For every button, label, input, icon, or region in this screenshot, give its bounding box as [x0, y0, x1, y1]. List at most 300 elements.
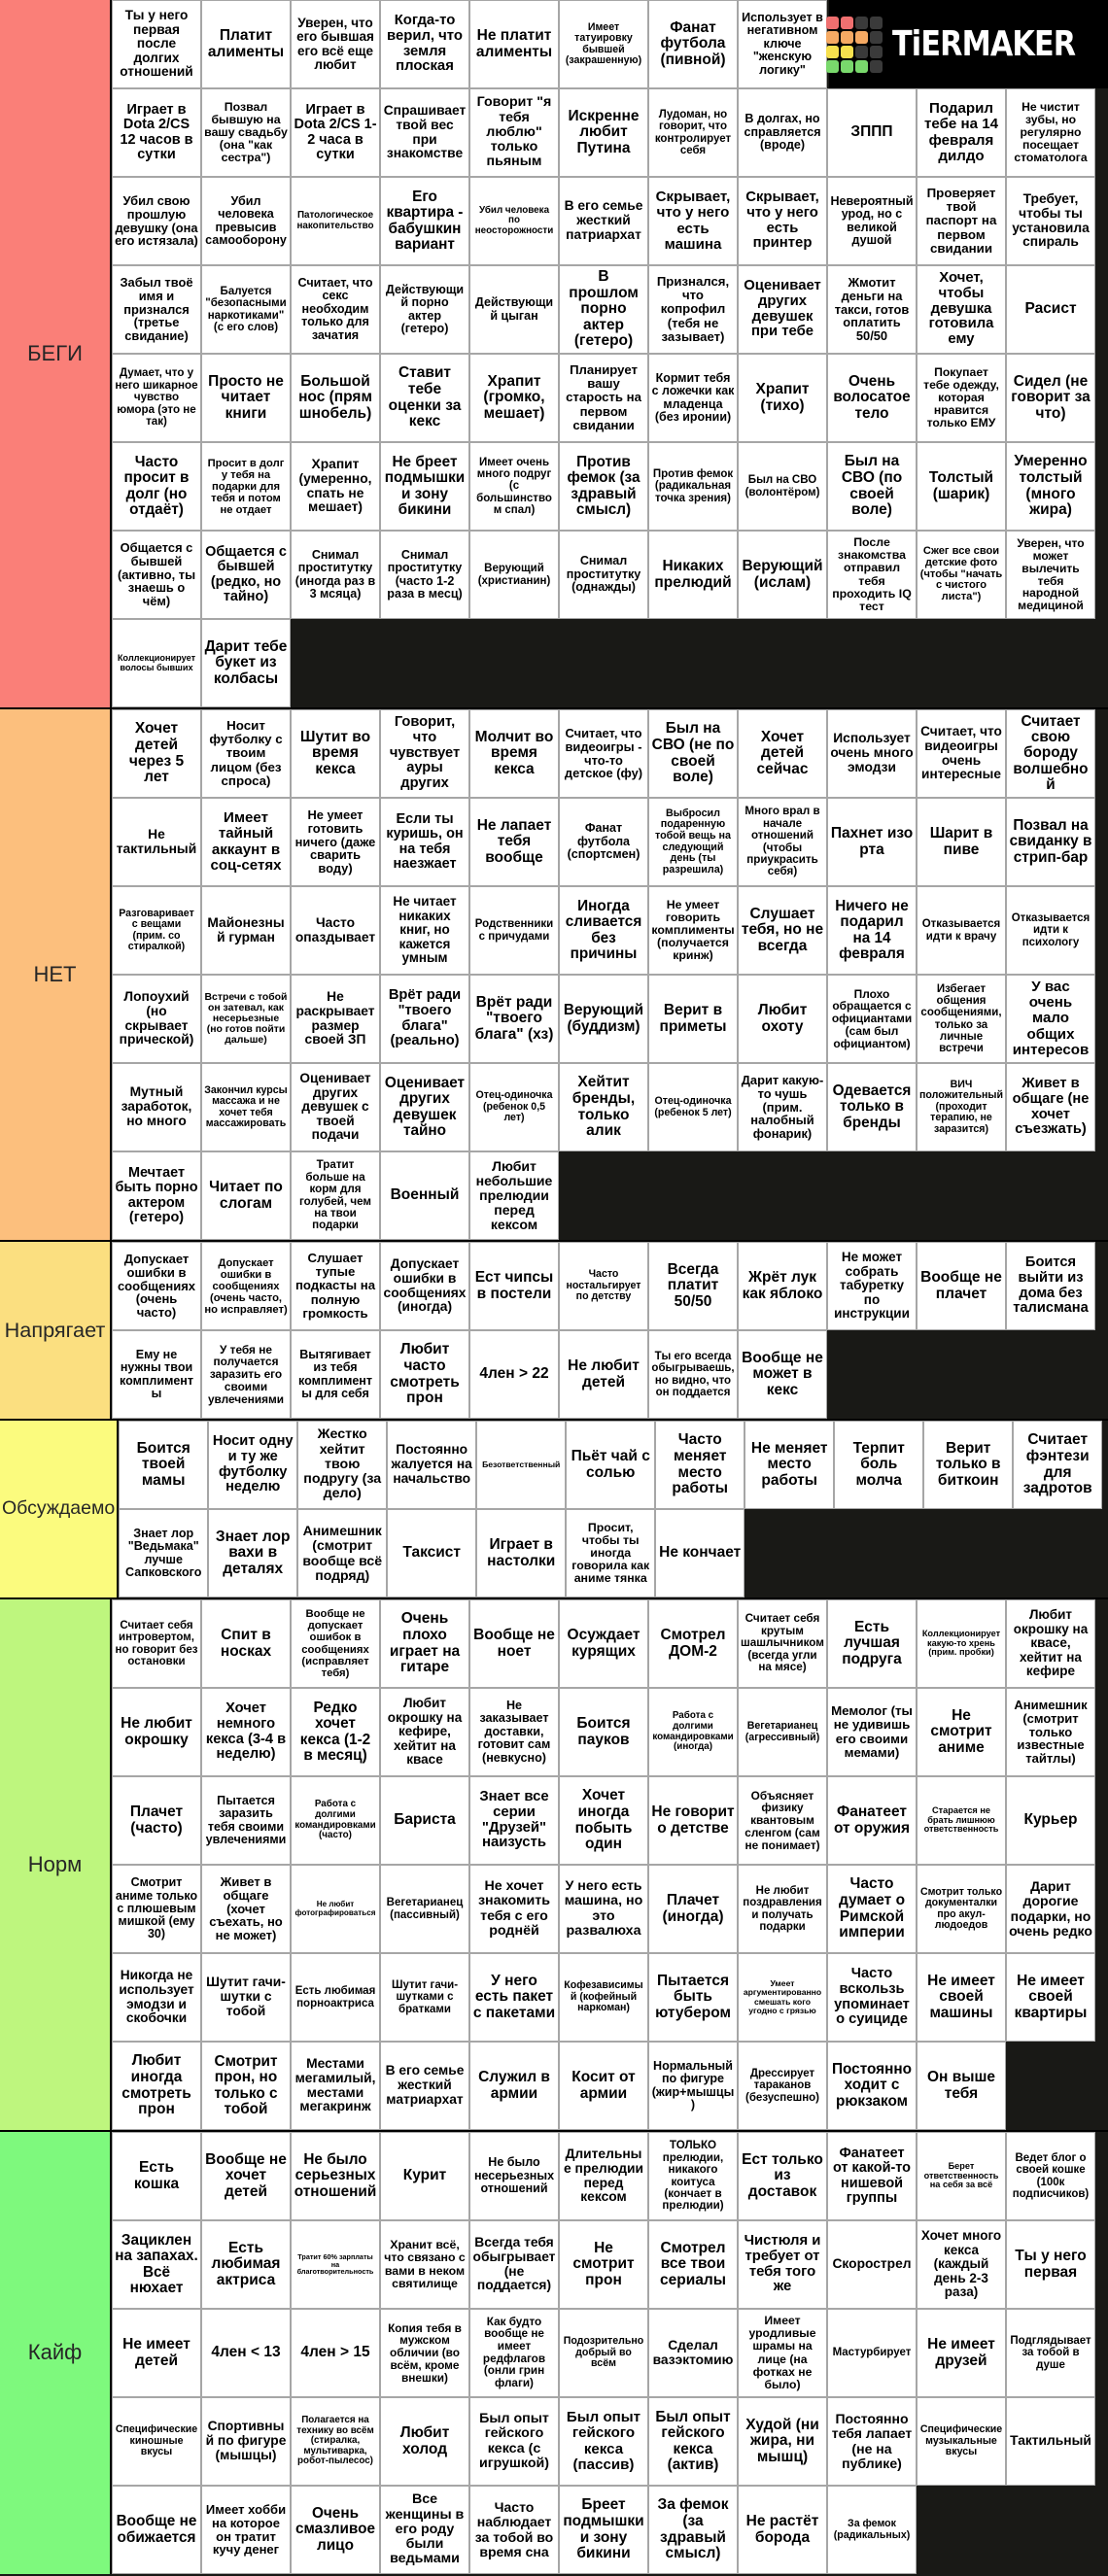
tier-cell[interactable]: Лопоухий (но скрывает прической) — [112, 975, 201, 1063]
tier-cell[interactable]: Зациклен на запахах. Всё нюхает — [112, 2220, 201, 2309]
tier-cell[interactable]: 4лен < 13 — [201, 2309, 291, 2397]
tier-cell[interactable]: Хочет много кекса (каждый день 2-3 раза) — [917, 2220, 1006, 2309]
tier-cell[interactable]: Работа с долгими командировками (часто) — [291, 1776, 380, 1865]
tier-cell[interactable]: Если ты куришь, он на тебя наезжает — [380, 798, 469, 886]
tier-cell[interactable]: Любит часто смотреть прон — [380, 1330, 469, 1419]
tier-cell[interactable]: Не любит поздравления и получать подарки — [738, 1865, 827, 1953]
tier-cell[interactable]: Допускает ошибки в сообщениях (иногда) — [380, 1242, 469, 1330]
tier-cell[interactable]: Допускает ошибки в сообщениях (очень часто) — [112, 1242, 201, 1330]
tier-cell[interactable]: Оценивает других девушек тайно — [380, 1063, 469, 1151]
tier-cell[interactable]: Сидел (не говорит за что) — [1006, 354, 1095, 442]
tier-cell[interactable]: Плохо обращается с официантами (сам был официантом) — [827, 975, 917, 1063]
tier-cell[interactable]: Уверен, что может вылечить тебя народной медициной — [1006, 531, 1095, 619]
tier-cell[interactable]: Не раскрывает размер своей ЗП — [291, 975, 380, 1063]
tier-cell[interactable]: Вегетарианец (пассивный) — [380, 1865, 469, 1953]
tier-cell[interactable]: Ты его всегда обыгрываешь, но видно, что он поддается — [648, 1330, 738, 1419]
tier-cell[interactable]: Считает, что видеоигры очень интересные — [917, 709, 1006, 798]
tier-cell[interactable]: Есть любимая порноактриса — [291, 1953, 380, 2042]
tier-cell[interactable]: Фанатеет от какой-то нишевой группы — [827, 2132, 917, 2220]
tier-cell[interactable]: Часто ностальгирует по детству — [559, 1242, 648, 1330]
tier-cell[interactable]: Бреет подмышки и зону бикини — [559, 2486, 648, 2574]
tier-cell[interactable]: Избегает общения сообщениями, только за личные встречи — [917, 975, 1006, 1063]
tier-cell[interactable]: У него есть машина, но это развалюха — [559, 1865, 648, 1953]
tier-label-obsuzhdaemo: Обсуждаемо — [0, 1421, 119, 1597]
tier-cell[interactable]: Платит алименты — [201, 0, 291, 88]
tier-cell[interactable]: Любит окрошку на кефире, хейтит на квасе — [380, 1688, 469, 1776]
tier-cell[interactable]: Умеет аргументированно смешать кого угодно с грязью — [738, 1953, 827, 2042]
tier-cell[interactable]: Работа с долгими командировками (иногда) — [648, 1688, 738, 1776]
tier-cell[interactable]: Дарит дорогие подарки, но очень редко — [1006, 1865, 1095, 1953]
tier-cell[interactable]: Любит иногда смотреть прон — [112, 2042, 201, 2130]
tier-cell[interactable]: Не умеет готовить ничего (даже сварить воду) — [291, 798, 380, 886]
tier-cell[interactable]: Пахнет изо рта — [827, 798, 917, 886]
tier-cell[interactable]: Всегда тебя обыгрывает (не поддается) — [469, 2220, 559, 2309]
tier-cell[interactable]: За фемок (радикальных) — [827, 2486, 917, 2574]
tier-cell[interactable]: Не было несерьезных отношений — [469, 2132, 559, 2220]
cell-line — [112, 1063, 1108, 1151]
tier-cell[interactable]: В прошлом порно актер (гетеро) — [559, 265, 648, 354]
tier-cell[interactable]: Шарит в пиве — [917, 798, 1006, 886]
tier-cell[interactable]: Он выше тебя — [917, 2042, 1006, 2130]
tier-cell[interactable]: У вас очень мало общих интересов — [1006, 975, 1095, 1063]
tier-cell[interactable]: Не кончает — [655, 1509, 744, 1597]
tier-cell[interactable]: Подглядывает за тобой в душе — [1006, 2309, 1095, 2397]
tier-cell[interactable]: Не любит детей — [559, 1330, 648, 1419]
tier-cell[interactable]: Считает фэнтези для задротов — [1013, 1421, 1102, 1509]
tier-cell[interactable]: Был опыт гейского кекса (пассив) — [559, 2397, 648, 2486]
tier-cell[interactable]: Считает, что секс необходим только для зачатия — [291, 265, 380, 354]
tier-cell[interactable]: Дарит какую-то чушь (прим. налобный фонарик) — [738, 1063, 827, 1151]
tier-cell[interactable]: Использует очень много эмодзи — [827, 709, 917, 798]
tier-cell[interactable]: Отказывается идти к врачу — [917, 886, 1006, 975]
tier-cell[interactable]: Оценивает других девушек с твоей подачи — [291, 1063, 380, 1151]
tier-cell[interactable]: Хочет, чтобы девушка готовила ему — [917, 265, 1006, 354]
tier-cell[interactable]: Убил свою прошлую девушку (она его истязала) — [112, 177, 201, 265]
tier-cell[interactable]: Расист — [1006, 265, 1095, 354]
tier-cell[interactable]: У него есть пакет с пакетами — [469, 1953, 559, 2042]
tier-cell[interactable]: Хранит всё, что связано с вами в неком святилище — [380, 2220, 469, 2309]
tier-cell[interactable]: Кофезависимый (кофейный наркоман) — [559, 1953, 648, 2042]
tier-cell[interactable]: Не чистит зубы, но регулярно посещает стоматолога — [1006, 88, 1095, 177]
tier-cell[interactable]: Специфические киношные вкусы — [112, 2397, 201, 2486]
tier-cell[interactable]: Местами мегамилый, местами мегакринж — [291, 2042, 380, 2130]
tier-cell[interactable]: Действующий цыган — [469, 265, 559, 354]
tier-cell[interactable]: Не любит окрошку — [112, 1688, 201, 1776]
tier-cell[interactable]: ВИЧ положительный (проходит терапию, не заразится) — [917, 1063, 1006, 1151]
tier-cell[interactable]: Ему не нужны твои комплименты — [112, 1330, 201, 1419]
tier-row-obsuzhdaemo — [0, 1421, 1108, 1599]
tier-cell[interactable]: Скрывает, что у него есть принтер — [738, 177, 827, 265]
tier-cell[interactable]: Убил человека по неосторожности — [469, 177, 559, 265]
tier-cell[interactable]: Очень волосатое тело — [827, 354, 917, 442]
tier-cell[interactable]: Ведет блог о своей кошке (100к подписчиков) — [1006, 2132, 1095, 2220]
tier-cell[interactable]: Объясняет физику квантовым сленгом (сам не понимает) — [738, 1776, 827, 1865]
tier-cell[interactable]: Проверяет твой паспорт на первом свидании — [917, 177, 1006, 265]
tier-cell[interactable]: Патологическое накопительство — [291, 177, 380, 265]
tier-cell[interactable]: Любит охоту — [738, 975, 827, 1063]
tier-cell[interactable]: Не было серьезных отношений — [291, 2132, 380, 2220]
tier-cell[interactable]: Мастурбирует — [827, 2309, 917, 2397]
tier-cell[interactable]: Храпит (тихо) — [738, 354, 827, 442]
tier-row-kaif — [0, 2132, 1108, 2574]
tier-cell[interactable]: Мемолог (ты не удивишь его своими мемами) — [827, 1688, 917, 1776]
tier-cell[interactable]: Плачет (иногда) — [648, 1865, 738, 1953]
cell-line — [112, 442, 1108, 531]
tier-cell[interactable]: В его семье жесткий патриархат — [559, 177, 648, 265]
tier-cell[interactable]: Тактильный — [1006, 2397, 1095, 2486]
tier-cell[interactable]: Берет ответственность на себя за всё — [917, 2132, 1006, 2220]
tier-cell[interactable]: Имеет уродливые шрамы на лице (на фотках не было) — [738, 2309, 827, 2397]
tier-cell[interactable]: Худой (ни жира, ни мышц) — [738, 2397, 827, 2486]
tier-cell[interactable]: Знает лор "Ведьмака" лучше Сапковского — [119, 1509, 208, 1597]
tier-cell[interactable]: Вообще не может в кекс — [738, 1330, 827, 1419]
tier-cell[interactable]: Играет в Dota 2/CS 12 часов в сутки — [112, 88, 201, 177]
tier-cell[interactable]: Жрёт лук как яблоко — [738, 1242, 827, 1330]
tier-cell[interactable]: Смотрел ДОМ-2 — [648, 1599, 738, 1688]
tier-cell[interactable]: Родственники с причудами — [469, 886, 559, 975]
tier-cell[interactable]: Не растёт борода — [738, 2486, 827, 2574]
tier-cell[interactable]: Военный — [380, 1151, 469, 1240]
tier-cell[interactable]: Общается с бывшей (активно, ты знаешь о чём) — [112, 531, 201, 619]
tier-cell[interactable]: Любит небольшие прелюдии перед кексом — [469, 1151, 559, 1240]
tier-cell[interactable]: Хейтит бренды, только алик — [559, 1063, 648, 1151]
tier-cell[interactable]: Толстый (шарик) — [917, 442, 1006, 531]
tier-cell[interactable]: Дрессирует тараканов (безуспешно) — [738, 2042, 827, 2130]
tier-cell[interactable]: Не любит фотографироваться — [291, 1865, 380, 1953]
tier-cell[interactable]: Слушает тупые подкасты на полную громкость — [291, 1242, 380, 1330]
tier-cell[interactable]: Пытается заразить тебя своими увлечениями — [201, 1776, 291, 1865]
tier-cell[interactable]: Все женщины в его роду были ведьмами — [380, 2486, 469, 2574]
tier-cell[interactable]: Просит, чтобы ты иногда говорила как аниме тянка — [566, 1509, 655, 1597]
tier-cell[interactable]: Курьер — [1006, 1776, 1095, 1865]
tier-cell[interactable]: Лудоман, но говорит, что контролирует себя — [648, 88, 738, 177]
tier-cell[interactable]: Чистюля и требует от тебя того же — [738, 2220, 827, 2309]
tier-cell[interactable]: Уверен, что его бывшая его всё еще любит — [291, 0, 380, 88]
tier-cell[interactable]: Был на СВО (волонтёром) — [738, 442, 827, 531]
tier-cell[interactable]: Пытается быть ютубером — [648, 1953, 738, 2042]
tier-cell[interactable]: Против фемок (радикальная точка зрения) — [648, 442, 738, 531]
tier-cell[interactable]: Верующий (христианин) — [469, 531, 559, 619]
tier-cell[interactable]: В долгах, но справляется (вроде) — [738, 88, 827, 177]
tier-cell[interactable]: Храпит (умеренно, спать не мешает) — [291, 442, 380, 531]
tier-cell[interactable]: Скрывает, что у него есть машина — [648, 177, 738, 265]
tier-cell[interactable]: Покупает тебе одежду, которая нравится только ЕМУ — [917, 354, 1006, 442]
tier-cell[interactable]: Спрашивает твой вес при знакомстве — [380, 88, 469, 177]
tier-cell[interactable]: Боится твоей мамы — [119, 1421, 208, 1509]
tier-cell[interactable]: У тебя не получается заразить его своими увлечениями — [201, 1330, 291, 1419]
tier-cell[interactable]: Не имеет своей квартиры — [1006, 1953, 1095, 2042]
tier-cell[interactable]: Смотрит аниме только с плюшевым мишкой (ему 30) — [112, 1865, 201, 1953]
tier-cell[interactable]: Ставит тебе оценки за кекс — [380, 354, 469, 442]
tier-cell[interactable]: Был опыт гейского кекса (актив) — [648, 2397, 738, 2486]
tier-cell[interactable]: Часто вскользь упоминает о суициде — [827, 1953, 917, 2042]
tier-cell[interactable]: Спит в носках — [201, 1599, 291, 1688]
tier-cell[interactable]: Не читает никаких книг, но кажется умным — [380, 886, 469, 975]
tier-cell[interactable]: Снимал проститутку (часто 1-2 раза в месц) — [380, 531, 469, 619]
tier-cell[interactable]: Ничего не подарил на 14 февраля — [827, 886, 917, 975]
tier-cell[interactable]: Не говорит о детстве — [648, 1776, 738, 1865]
tier-cell[interactable]: Думает, что у него шикарное чувство юмора (это не так) — [112, 354, 201, 442]
tier-cell[interactable]: Есть лучшая подруга — [827, 1599, 917, 1688]
tier-cell[interactable]: Считает себя интровертом, но говорит без остановки — [112, 1599, 201, 1688]
tier-cell[interactable]: Врёт ради "твоего блага" (хз) — [469, 975, 559, 1063]
tier-cell[interactable]: Мутный заработок, но много — [112, 1063, 201, 1151]
tier-cell[interactable]: Длительные прелюдии перед кексом — [559, 2132, 648, 2220]
tier-cell[interactable]: Ест только из доставок — [738, 2132, 827, 2220]
tier-cells-kaif — [112, 2132, 1108, 2574]
tier-cell[interactable]: Хочет немного кекса (3-4 в неделю) — [201, 1688, 291, 1776]
tier-cell[interactable]: Есть кошка — [112, 2132, 201, 2220]
tier-cell[interactable]: Вообще не обижается — [112, 2486, 201, 2574]
tier-cell[interactable]: Не меняет место работы — [744, 1421, 834, 1509]
tier-cell[interactable]: Вытягивает из тебя комплименты для себя — [291, 1330, 380, 1419]
tier-cell[interactable]: Носит одну и ту же футболку неделю — [208, 1421, 297, 1509]
tier-cell[interactable]: Имеет очень много подруг (с большинством спал) — [469, 442, 559, 531]
tier-cell[interactable]: Не смотрит прон — [559, 2220, 648, 2309]
tier-cell[interactable]: Смотрит только документалки про акул-людоедов — [917, 1865, 1006, 1953]
tier-cell[interactable]: Просто не читает книги — [201, 354, 291, 442]
tier-cell[interactable]: Выбросил подаренную тобой вещь на следующий день (ты разрешила) — [648, 798, 738, 886]
logo-grid-square — [870, 46, 883, 58]
tier-cell[interactable]: Сделал вазэктомию — [648, 2309, 738, 2397]
tier-cell[interactable]: Любит окрошку на квасе, хейтит на кефире — [1006, 1599, 1095, 1688]
tier-cell[interactable]: Молчит во время кекса — [469, 709, 559, 798]
tier-cell[interactable]: Был на СВО (по своей воле) — [827, 442, 917, 531]
tier-cell[interactable]: Шутит во время кекса — [291, 709, 380, 798]
tier-cell[interactable]: Старается не брать лишнюю ответственность — [917, 1776, 1006, 1865]
tier-cell[interactable]: Разговаривает с вещами (прим. со стиралкой) — [112, 886, 201, 975]
tier-cell[interactable]: Никогда не использует эмодзи и скобочки — [112, 1953, 201, 2042]
tier-cell[interactable]: Часто опаздывает — [291, 886, 380, 975]
tier-cell[interactable]: Ты у него первая после долгих отношений — [112, 0, 201, 88]
tier-cell[interactable]: Боится выйти из дома без талисмана — [1006, 1242, 1095, 1330]
tier-cell[interactable]: Не умеет говорить комплименты (получается кринж) — [648, 886, 738, 975]
tier-cells-begi — [112, 0, 1108, 707]
tier-cell[interactable]: Спортивный по фигуре (мышцы) — [201, 2397, 291, 2486]
tier-cell[interactable]: Планирует вашу старость на первом свидании — [559, 354, 648, 442]
tier-cell[interactable]: Не может собрать табуретку по инструкции — [827, 1242, 917, 1330]
tier-cell[interactable]: Дарит тебе букет из колбасы — [201, 619, 291, 707]
tier-cell[interactable]: Одевается только в бренды — [827, 1063, 917, 1151]
tier-cell[interactable]: Позвал бывшую на вашу свадьбу (она "как сестра") — [201, 88, 291, 177]
tier-cell[interactable]: Не платит алименты — [469, 0, 559, 88]
tier-cell[interactable]: Косит от армии — [559, 2042, 648, 2130]
tier-cell[interactable]: Много врал в начале отношений (чтобы приукрасить себя) — [738, 798, 827, 886]
tier-cell[interactable]: Говорит, что чувствует ауры других — [380, 709, 469, 798]
tier-cell[interactable]: Бариста — [380, 1776, 469, 1865]
tier-cell[interactable]: Смотрел все твои сериалы — [648, 2220, 738, 2309]
tier-cell[interactable]: После знакомства отправил тебя проходить IQ тест — [827, 531, 917, 619]
tier-cell[interactable]: Умеренно толстый (много жира) — [1006, 442, 1095, 531]
tier-cell[interactable]: Хочет детей через 5 лет — [112, 709, 201, 798]
tier-cell[interactable]: Знает лор вахи в деталях — [208, 1509, 297, 1597]
tier-cell[interactable]: Майонезный гурман — [201, 886, 291, 975]
tier-cell[interactable]: Тратит больше на корм для голубей, чем на твои подарки — [291, 1151, 380, 1240]
tier-cell[interactable]: Позвал на свиданку в стрип-бар — [1006, 798, 1095, 886]
tier-cell[interactable]: Отказывается идти к психологу — [1006, 886, 1095, 975]
tier-cell[interactable]: Есть любимая актриса — [201, 2220, 291, 2309]
tier-cell[interactable]: 4лен > 22 — [469, 1330, 559, 1419]
tier-cell[interactable]: Тратит 60% зарплаты на благотворительность — [291, 2220, 380, 2309]
tier-cell[interactable]: Никаких прелюдий — [648, 531, 738, 619]
tier-cell[interactable]: Убил человека превысив самооборону — [201, 177, 291, 265]
tier-cell[interactable]: Не имеет своей машины — [917, 1953, 1006, 2042]
tier-cell[interactable]: Имеет татуировку бывшей (закрашенную) — [559, 0, 648, 88]
tier-cell[interactable]: Носит футболку с твоим лицом (без спроса) — [201, 709, 291, 798]
tier-cell[interactable]: Не хочет знакомить тебя с его роднёй — [469, 1865, 559, 1953]
tier-cell[interactable]: Вообще не допускает ошибок в сообщениях (исправляет тебя) — [291, 1599, 380, 1688]
tier-cell[interactable]: Отец-одиночка (ребенок 0,5 лет) — [469, 1063, 559, 1151]
tier-cell[interactable]: Живет в общаге (не хочет съезжать) — [1006, 1063, 1095, 1151]
tier-cell[interactable]: Любит холод — [380, 2397, 469, 2486]
tier-cell[interactable]: Смотрит прон, но только с тобой — [201, 2042, 291, 2130]
tier-cell[interactable]: Использует в негативном ключе "женскую логику" — [738, 0, 827, 88]
tier-cell[interactable]: Не бреет подмышки и зону бикини — [380, 442, 469, 531]
tier-cell[interactable]: Вообще не плачет — [917, 1242, 1006, 1330]
tier-row-norm — [0, 1599, 1108, 2132]
tier-cell[interactable]: Жестко хейтит твою подругу (за дело) — [297, 1421, 387, 1509]
tier-cell[interactable]: Редко хочет кекса (1-2 в месяц) — [291, 1688, 380, 1776]
tier-cell[interactable]: Балуется "безопасными наркотиками" (с его слов) — [201, 265, 291, 354]
tier-cell[interactable]: Искренне любит Путина — [559, 88, 648, 177]
tier-cell[interactable]: Очень смазливое лицо — [291, 2486, 380, 2574]
tier-cell[interactable]: Копия тебя в мужском обличии (во всём, кроме внешки) — [380, 2309, 469, 2397]
tier-cell[interactable]: Играет в настолки — [476, 1509, 566, 1597]
tier-cell[interactable]: Не имеет детей — [112, 2309, 201, 2397]
tier-cell[interactable]: Безответственный — [476, 1421, 566, 1509]
tier-cell[interactable]: Постоянно жалуется на начальство — [387, 1421, 476, 1509]
tier-cell[interactable]: ТОЛЬКО прелюдии, никакого коитуса (кончает в прелюдии) — [648, 2132, 738, 2220]
tier-cell[interactable]: За фемок (за здравый смысл) — [648, 2486, 738, 2574]
tier-cell[interactable]: Постоянно ходит с рюкзаком — [827, 2042, 917, 2130]
tier-cell[interactable]: Курит — [380, 2132, 469, 2220]
tier-cell[interactable]: Оценивает других девушек при тебе — [738, 265, 827, 354]
tier-cell[interactable]: Специфические музыкальные вкусы — [917, 2397, 1006, 2486]
tier-cell[interactable]: Ест чипсы в постели — [469, 1242, 559, 1330]
tier-cell[interactable]: Коллекционирует волосы бывших — [112, 619, 201, 707]
tier-cell[interactable]: Забыл твоё имя и признался (третье свидание) — [112, 265, 201, 354]
tier-cell[interactable]: Когда-то верил, что земля плоская — [380, 0, 469, 88]
tier-cell[interactable]: Был на СВО (не по своей воле) — [648, 709, 738, 798]
tier-cell[interactable]: Читает по слогам — [201, 1151, 291, 1240]
tier-cell[interactable]: Мечтает быть порно актером (гетеро) — [112, 1151, 201, 1240]
tier-cell[interactable]: Иногда сливается без причины — [559, 886, 648, 975]
tier-cell[interactable]: Осуждает курящих — [559, 1599, 648, 1688]
tier-cell[interactable]: Знает все серии "Друзей" наизусть — [469, 1776, 559, 1865]
tier-cell[interactable]: Подарил тебе на 14 февраля дилдо — [917, 88, 1006, 177]
tier-cell[interactable]: Фанат футбола (пивной) — [648, 0, 738, 88]
tier-cell[interactable]: Не тактильный — [112, 798, 201, 886]
tier-cell[interactable]: Скорострел — [827, 2220, 917, 2309]
tier-cell[interactable]: Нормальный по фигуре (жир+мышцы) — [648, 2042, 738, 2130]
tier-cell[interactable]: Вообще не хочет детей — [201, 2132, 291, 2220]
tier-cell[interactable]: Играет в Dota 2/CS 1-2 часа в сутки — [291, 88, 380, 177]
tier-cell[interactable]: Боится пауков — [559, 1688, 648, 1776]
tier-cell[interactable]: Как будто вообще не имеет редфлагов (онли грин флаги) — [469, 2309, 559, 2397]
tier-cell[interactable]: Признался, что копрофил (тебя не зазывает) — [648, 265, 738, 354]
tier-cell[interactable]: Снимал проститутку (иногда раз в 3 мсяца) — [291, 531, 380, 619]
tier-cell[interactable]: Храпит (громко, мешает) — [469, 354, 559, 442]
tier-cell[interactable]: Часто меняет место работы — [655, 1421, 744, 1509]
tier-cell[interactable]: Вообще не ноет — [469, 1599, 559, 1688]
tier-cell[interactable]: Врёт ради "твоего блага" (реально) — [380, 975, 469, 1063]
tier-cell[interactable]: Кормит тебя с ложечки как младенца (без иронии) — [648, 354, 738, 442]
tier-cell[interactable]: Не заказывает доставки, готовит сам (невкусно) — [469, 1688, 559, 1776]
tier-cell[interactable]: Считает, что видеоигры - что-то детское (фу) — [559, 709, 648, 798]
tier-cell[interactable]: Невероятный урод, но с великой душой — [827, 177, 917, 265]
tier-cell[interactable]: 4лен > 15 — [291, 2309, 380, 2397]
tier-cell[interactable]: Таксист — [387, 1509, 476, 1597]
tier-cell[interactable]: Допускает ошибки в сообщениях (очень часто, но исправляет) — [201, 1242, 291, 1330]
tier-cell[interactable]: Ты у него первая — [1006, 2220, 1095, 2309]
tier-cell[interactable]: Считает свою бороду волшебной — [1006, 709, 1095, 798]
tier-cell[interactable]: Не смотрит аниме — [917, 1688, 1006, 1776]
tier-cell[interactable]: Часто думает о Римской империи — [827, 1865, 917, 1953]
tier-cell[interactable]: Шутит гачи-шутками с братками — [380, 1953, 469, 2042]
tier-cell[interactable]: Анимешник (смотрит вообще всё подряд) — [297, 1509, 387, 1597]
tier-cell[interactable]: Подозрительно добрый во всём — [559, 2309, 648, 2397]
tier-cell[interactable]: Постоянно тебя лапает (не на публике) — [827, 2397, 917, 2486]
tier-cell[interactable]: Шутит гачи-шутки с тобой — [201, 1953, 291, 2042]
tier-cell[interactable]: Требует, чтобы ты установила спираль — [1006, 177, 1095, 265]
tier-cell[interactable]: Жмотит деньги на такси, готов оплатить 50/50 — [827, 265, 917, 354]
tier-cell[interactable]: Хочет детей сейчас — [738, 709, 827, 798]
tier-cell[interactable]: В его семье жесткий матриархат — [380, 2042, 469, 2130]
tier-cell[interactable]: Часто наблюдает за тобой во время сна — [469, 2486, 559, 2574]
tier-cell[interactable]: Анимешник (смотрит только известные тайтлы) — [1006, 1688, 1095, 1776]
tier-cell[interactable]: Не лапает тебя вообще — [469, 798, 559, 886]
tier-cell[interactable]: Коллекционирует какую-то хрень (прим. пробки) — [917, 1599, 1006, 1688]
tier-cell[interactable]: Верующий (буддизм) — [559, 975, 648, 1063]
tier-cell[interactable]: Имеет тайный аккаунт в соц-сетях — [201, 798, 291, 886]
tier-cell[interactable]: Пьёт чай с солью — [566, 1421, 655, 1509]
tier-cell[interactable]: Был опыт гейского кекса (с игрушкой) — [469, 2397, 559, 2486]
tier-cell[interactable]: Полагается на технику во всём (стиралка, мультиварка, робот-пылесос) — [291, 2397, 380, 2486]
tier-cell[interactable]: Имеет хобби на которое он тратит кучу денег — [201, 2486, 291, 2574]
tier-cell[interactable]: Не имеет друзей — [917, 2309, 1006, 2397]
tier-cell[interactable]: Хочет иногда побыть один — [559, 1776, 648, 1865]
tier-cell[interactable]: Большой нос (прям шнобель) — [291, 354, 380, 442]
tier-cell[interactable]: Отец-одиночка (ребенок 5 лет) — [648, 1063, 738, 1151]
tier-cell[interactable]: Общается с бывшей (редко, но тайно) — [201, 531, 291, 619]
tier-cell[interactable]: Действующий порно актер (гетеро) — [380, 265, 469, 354]
tier-cell[interactable]: Считает себя крутым шашлычником (всегда угли на мясе) — [738, 1599, 827, 1688]
tier-cell[interactable]: Говорит "я тебя люблю" только пьяным — [469, 88, 559, 177]
tier-cell[interactable]: Фанатеет от оружия — [827, 1776, 917, 1865]
tier-cell[interactable]: Верит только в биткоин — [923, 1421, 1013, 1509]
tier-cell[interactable]: Часто просит в долг (но отдаёт) — [112, 442, 201, 531]
tier-cell[interactable]: Снимал проститутку (однажды) — [559, 531, 648, 619]
tier-cell[interactable]: Против фемок (за здравый смысл) — [559, 442, 648, 531]
tier-cell[interactable]: Встречи с тобой он затевал, как несерьезные (но готов пойти дальше) — [201, 975, 291, 1063]
tier-cell[interactable]: ЗППП — [827, 88, 917, 177]
tier-cell[interactable]: Служил в армии — [469, 2042, 559, 2130]
tier-cell[interactable]: Его квартира - бабушкин вариант — [380, 177, 469, 265]
tier-cell[interactable]: Закончил курсы массажа и не хочет тебя массажировать — [201, 1063, 291, 1151]
tier-cell[interactable]: Очень плохо играет на гитаре — [380, 1599, 469, 1688]
tier-cell[interactable]: Живет в общаге (хочет съехать, но не может) — [201, 1865, 291, 1953]
tier-cell[interactable]: Фанат футбола (спортсмен) — [559, 798, 648, 886]
tier-cell[interactable]: Терпит боль молча — [834, 1421, 923, 1509]
tier-cell[interactable]: Сжег все свои детские фото (чтобы "начать с чистого листа") — [917, 531, 1006, 619]
tier-cell[interactable]: Просит в долг у тебя на подарки для тебя и потом не отдает — [201, 442, 291, 531]
tier-cell[interactable]: Вегетарианец (агрессивный) — [738, 1688, 827, 1776]
tier-cell[interactable]: Верующий (ислам) — [738, 531, 827, 619]
tier-cell[interactable]: Плачет (часто) — [112, 1776, 201, 1865]
tier-cell[interactable]: Всегда платит 50/50 — [648, 1242, 738, 1330]
tier-cell[interactable]: Слушает тебя, но не всегда — [738, 886, 827, 975]
tier-cell[interactable]: Верит в приметы — [648, 975, 738, 1063]
